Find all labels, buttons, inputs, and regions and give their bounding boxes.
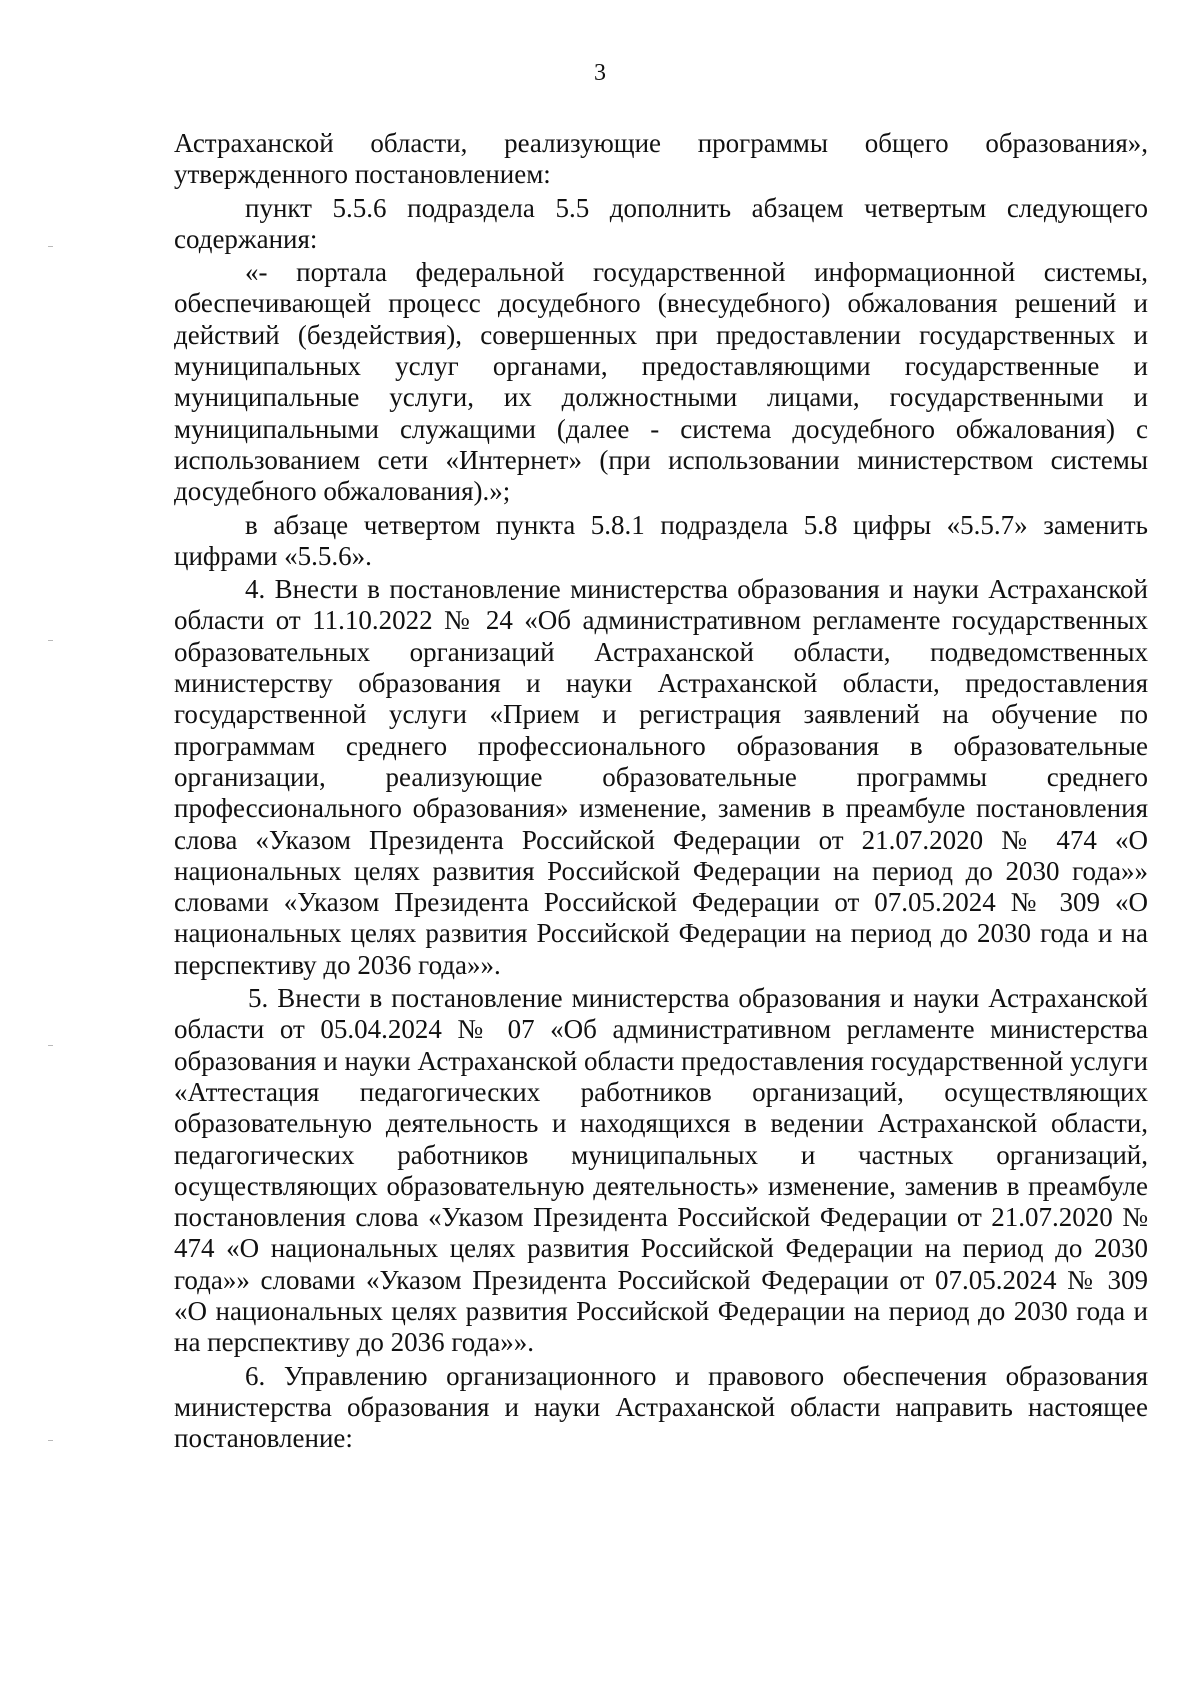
paragraph-amendment-5-8-1: в абзаце четвертом пункта 5.8.1 подраздела 5.8 цифры «5.5.7» заменить цифрами «5.5.6». [174, 509, 1148, 571]
document-body [174, 128, 1148, 1454]
scan-margin-mark [48, 640, 53, 641]
scan-margin-mark [48, 246, 53, 247]
paragraph-amendment-5-5-6: пункт 5.5.6 подраздела 5.5 дополнить абзацем четвертым следующего содержания: [174, 192, 1148, 254]
paragraph-item-4: 4. Внести в постановление министерства образования и науки Астраханской области от 11.10.2022 № 24 «Об административном регламенте государственных образовательных организаций Астраханской области, подведомственных министерству образования и науки Астраханской области, предоставления государственной услуги «Прием и регистрация заявлений на обучение по программам среднего профессионального образования в образовательные организации, реализующие образовательные программы среднего профессионального образования» изменение, заменив в преамбуле постановления слова «Указом Президента Российской Федерации от 21.07.2020 № 474 «О национальных целях развития Российской Федерации на период до 2030 года»» словами «Указом Президента Российской Федерации от 07.05.2024 № 309 «О национальных целях развития Российской Федерации на период до 2030 года и на перспективу до 2036 года»». [174, 574, 1148, 980]
paragraph-item-6: 6. Управлению организационного и правового обеспечения образования министерства образования и науки Астраханской области направить настоящее постановление: [174, 1360, 1148, 1454]
scan-margin-mark [48, 1045, 53, 1046]
paragraph-continuation: Астраханской области, реализующие программы общего образования», утвержденного постановлением: [174, 128, 1148, 190]
paragraph-quoted-insert: «- портала федеральной государственной информационной системы, обеспечивающей процесс досудебного (внесудебного) обжалования решений и действий (бездействия), совершенных при предоставлении государственных и муниципальных услуг органами, предоставляющими государственные и муниципальные услуги, их должностными лицами, государственными и муниципальными служащими (далее - система досудебного обжалования) с использованием сети «Интернет» (при использовании министерством системы досудебного обжалования).»; [174, 257, 1148, 507]
scan-margin-mark [48, 1440, 53, 1441]
page-number: 3 [594, 60, 606, 86]
paragraph-item-5: 5. Внести в постановление министерства образования и науки Астраханской области от 05.04.2024 № 07 «Об административном регламенте министерства образования и науки Астраханской области предоставления государственной услуги «Аттестация педагогических работников организаций, осуществляющих образовательную деятельность и находящихся в ведении Астраханской области, педагогических работников муниципальных и частных организаций, осуществляющих образовательную деятельность» изменение, заменив в преамбуле постановления слова «Указом Президента Российской Федерации от 21.07.2020 № 474 «О национальных целях развития Российской Федерации на период до 2030 года»» словами «Указом Президента Российской Федерации от 07.05.2024 № 309 «О национальных целях развития Российской Федерации на период до 2030 года и на перспективу до 2036 года»». [174, 983, 1148, 1358]
